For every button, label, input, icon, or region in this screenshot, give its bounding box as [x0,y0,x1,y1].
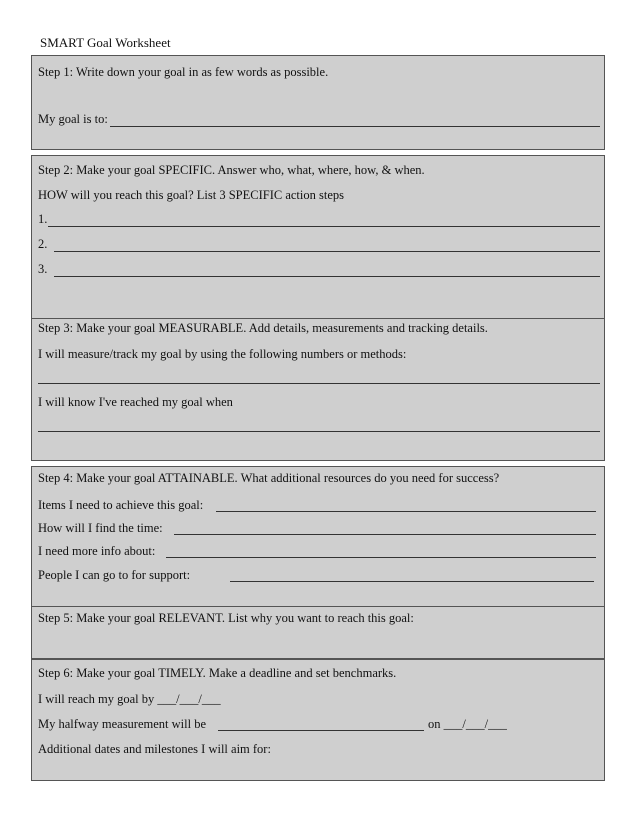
people-line[interactable] [230,581,594,582]
know-input-line[interactable] [38,431,600,432]
step5-section [31,606,605,659]
goal-input-line[interactable] [110,126,600,127]
action-step-2-label: 2. [38,237,48,251]
step6-heading: Step 6: Make your goal TIMELY. Make a deadline and set benchmarks. [38,666,397,680]
people-label: People I can go to for support: [38,568,191,582]
page-title: SMART Goal Worksheet [40,35,171,50]
items-needed-label: Items I need to achieve this goal: [38,498,204,512]
halfway-line[interactable] [218,730,424,731]
step4-section [31,466,605,607]
step4-heading: Step 4: Make your goal ATTAINABLE. What additional resources do you need for success? [38,471,500,485]
additional-label: Additional dates and milestones I will aim for: [38,742,271,756]
step3-know: I will know I've reached my goal when [38,395,233,409]
step6-section [31,659,605,781]
goal-label: My goal is to: [38,112,108,126]
action-step-1-label: 1. [38,212,48,226]
step2-how: HOW will you reach this goal? List 3 SPECIFIC action steps [38,188,344,202]
reach-date: I will reach my goal by ___/___/___ [38,692,221,706]
info-label: I need more info about: [38,544,156,558]
step1-section [31,55,605,150]
step3-heading: Step 3: Make your goal MEASURABLE. Add details, measurements and tracking details. [38,321,488,335]
info-line[interactable] [166,557,596,558]
measure-input-line[interactable] [38,383,600,384]
step3-measure: I will measure/track my goal by using the following numbers or methods: [38,347,407,361]
step2-heading: Step 2: Make your goal SPECIFIC. Answer who, what, where, how, & when. [38,163,425,177]
items-needed-line[interactable] [216,511,596,512]
time-line[interactable] [174,534,596,535]
action-step-1-line[interactable] [48,226,600,227]
halfway-date: on ___/___/___ [428,717,507,731]
action-step-3-label: 3. [38,262,48,276]
action-step-2-line[interactable] [54,251,600,252]
halfway-label: My halfway measurement will be [38,717,207,731]
action-step-3-line[interactable] [54,276,600,277]
step2-section [31,155,605,319]
step3-section [31,319,605,461]
time-label: How will I find the time: [38,521,163,535]
step1-heading: Step 1: Write down your goal in as few words as possible. [38,65,329,79]
step5-heading: Step 5: Make your goal RELEVANT. List why you want to reach this goal: [38,611,414,625]
